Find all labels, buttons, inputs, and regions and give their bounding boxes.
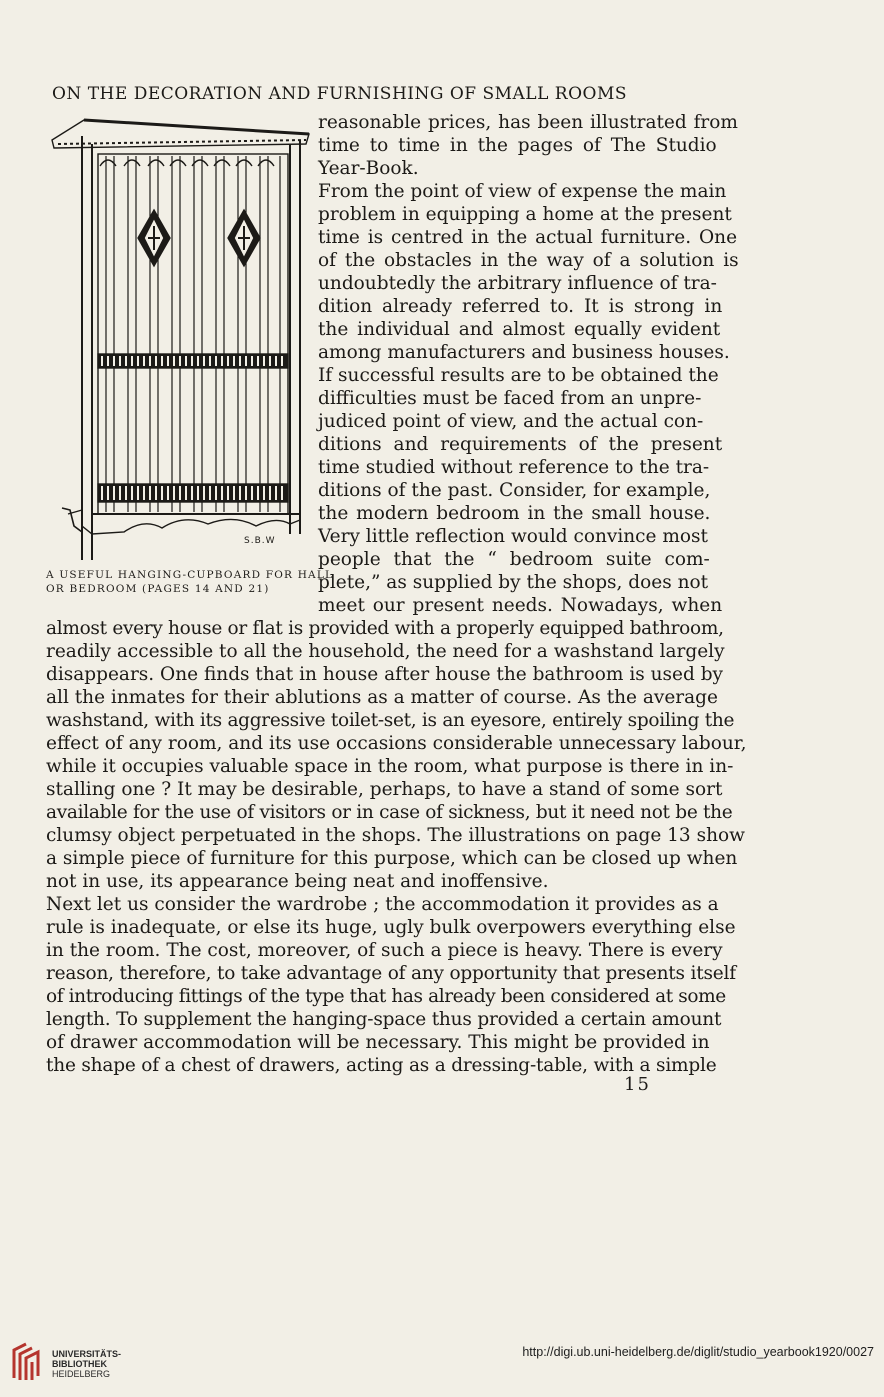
cupboard-illustration [44,114,316,564]
text-line: all the inmates for their ablutions as a matter of course. As the average [46,687,718,708]
text-line: Very little reflection would convince most [318,526,708,547]
figure-caption [46,568,334,596]
text-line: rule is inadequate, or else its huge, ugly bulk overpowers everything else [46,917,736,938]
text-line: not in use, its appearance being neat and inoffensive. [46,871,549,892]
text-line: length. To supplement the hanging-space thus provided a certain amount [46,1009,722,1030]
text-line: of introducing fittings of the type that has already been considered at some [46,986,726,1007]
caption-line: OR BEDROOM (PAGES 14 AND 21) [46,583,270,595]
text-line: time studied without reference to the tra- [318,457,710,478]
text-line: effect of any room, and its use occasions considerable unnecessary labour, [46,733,747,754]
text-line: ditions of the past. Consider, for example, [318,480,711,501]
text-line: difficulties must be faced from an unpre- [318,388,702,409]
text-line: reasonable prices, has been illustrated from [318,112,738,133]
text-line: the modern bedroom in the small house. [318,503,711,524]
text-line: clumsy object perpetuated in the shops. The illustrations on page 13 show [46,825,745,846]
text-line: almost every house or flat is provided with a properly equipped bathroom, [46,618,724,639]
text-line: time is centred in the actual furniture. One [318,227,738,248]
university-library-logo-icon [10,1342,44,1382]
text-line: meet our present needs. Nowadays, when [318,595,723,616]
text-line: If successful results are to be obtained the [318,365,719,386]
text-line: stalling one ? It may be desirable, perhaps, to have a stand of some sort [46,779,723,800]
library-name [52,1349,121,1379]
text-line: From the point of view of expense the main [318,181,727,202]
text-line: the individual and almost equally evident [318,319,721,340]
running-head: ON THE DECORATION AND FURNISHING OF SMALL ROOMS [52,84,628,104]
caption-line: A USEFUL HANGING-CUPBOARD FOR HALL [46,569,334,581]
text-line: reason, therefore, to take advantage of any opportunity that presents itself [46,963,736,984]
text-line: among manufacturers and business houses. [318,342,730,363]
page-number: 15 [624,1074,651,1095]
text-line: readily accessible to all the household, the need for a washstand largely [46,641,725,662]
text-line: of drawer accommodation will be necessary. This might be provided in [46,1032,710,1053]
library-name-line: HEIDELBERG [52,1369,111,1379]
text-line: of the obstacles in the way of a solution is [318,250,739,271]
text-line: Next let us consider the wardrobe ; the accommodation it provides as a [46,894,719,915]
text-line: the shape of a chest of drawers, acting as a dressing-table, with a simple [46,1055,717,1076]
library-name-line: UNIVERSITÄTS- [52,1349,122,1359]
source-url[interactable]: http://digi.ub.uni-heidelberg.de/diglit/studio_yearbook1920/0027 [522,1345,874,1359]
text-line: available for the use of visitors or in case of sickness, but it need not be the [46,802,733,823]
text-line: judiced point of view, and the actual con- [318,411,704,432]
text-line: Year-Book. [318,158,419,179]
text-line: time to time in the pages of The Studio [318,135,717,156]
text-line: problem in equipping a home at the present [318,204,732,225]
text-line: people that the “ bedroom suite com- [318,549,710,570]
text-line: in the room. The cost, moreover, of such a piece is heavy. There is every [46,940,723,961]
text-line: ditions and requirements of the present [318,434,723,455]
text-line: washstand, with its aggressive toilet-set, is an eyesore, entirely spoiling the [46,710,735,731]
footer [0,1330,884,1397]
text-line: undoubtedly the arbitrary influence of tra- [318,273,717,294]
text-line: disappears. One finds that in house after house the bathroom is used by [46,664,724,685]
library-name-line: BIBLIOTHEK [52,1359,107,1369]
text-line: while it occupies valuable space in the room, what purpose is there in in- [46,756,734,777]
text-line: a simple piece of furniture for this purpose, which can be closed up when [46,848,738,869]
illustration-signature: S.B.W [244,536,276,546]
text-line: plete,” as supplied by the shops, does not [318,572,709,593]
text-line: dition already referred to. It is strong in [318,296,723,317]
